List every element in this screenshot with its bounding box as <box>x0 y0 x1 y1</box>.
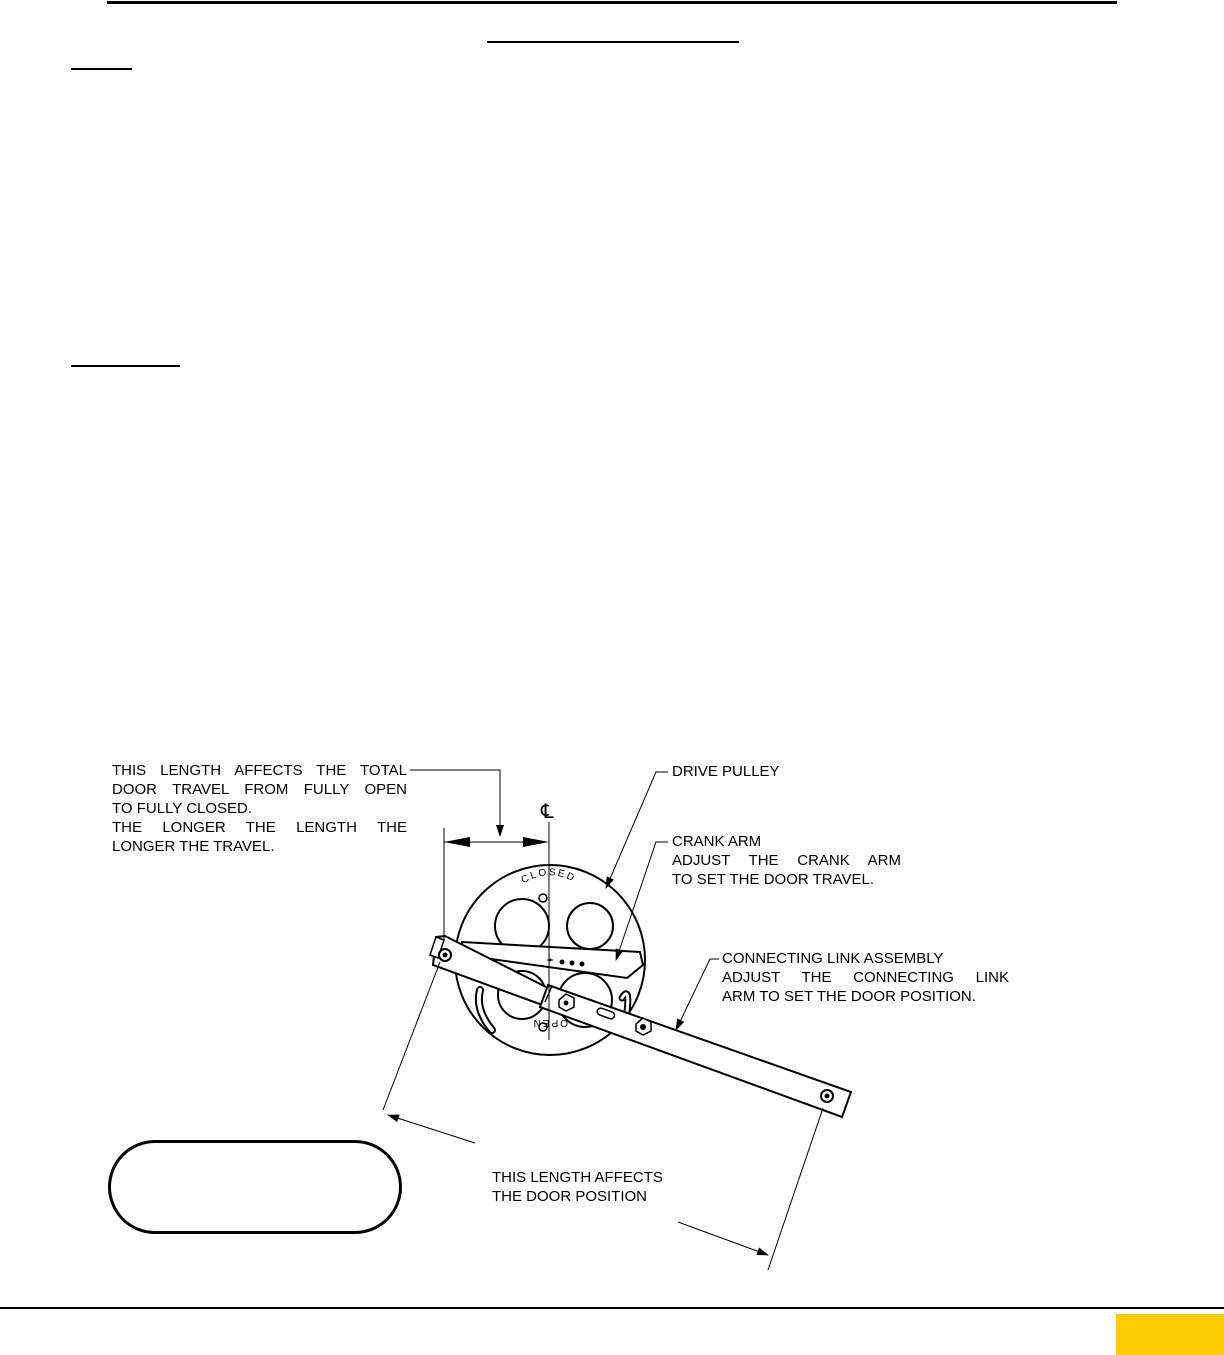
callout-line: THIS LENGTH AFFECTS THE TOTAL <box>112 762 407 779</box>
page-number-tab <box>1116 1314 1224 1355</box>
callout-line: TO FULLY CLOSED. <box>112 800 253 817</box>
crank-arm-callout <box>672 832 901 889</box>
pulley-open-mark: OPEN <box>531 1017 568 1028</box>
centerline-symbol: ℄ <box>541 799 554 823</box>
note-box <box>108 1140 402 1234</box>
door-position-callout <box>492 1168 663 1206</box>
callout-line: THE DOOR POSITION <box>492 1188 648 1205</box>
callout-line: THE LONGER THE LENGTH THE <box>112 819 407 836</box>
callout-line: THIS LENGTH AFFECTS <box>492 1169 663 1186</box>
total-travel-callout <box>112 761 407 856</box>
pulley-closed-mark: CLOSED <box>519 867 578 887</box>
callout-line: DOOR TRAVEL FROM FULLY OPEN <box>112 781 407 798</box>
callout-line: LONGER THE TRAVEL. <box>112 838 275 855</box>
drive-pulley-callout <box>672 762 780 781</box>
callout-line: ADJUST THE CONNECTING LINK <box>722 969 1009 986</box>
callout-line: DRIVE PULLEY <box>672 763 780 780</box>
connecting-link-callout <box>722 949 1009 1006</box>
footer-rule <box>0 1307 1224 1309</box>
callout-line: ADJUST THE CRANK ARM <box>672 852 901 869</box>
callout-line: TO SET THE DOOR TRAVEL. <box>672 871 874 888</box>
callout-line: CONNECTING LINK ASSEMBLY <box>722 950 944 967</box>
callout-line: ARM TO SET THE DOOR POSITION. <box>722 988 976 1005</box>
callout-line: CRANK ARM <box>672 833 762 850</box>
